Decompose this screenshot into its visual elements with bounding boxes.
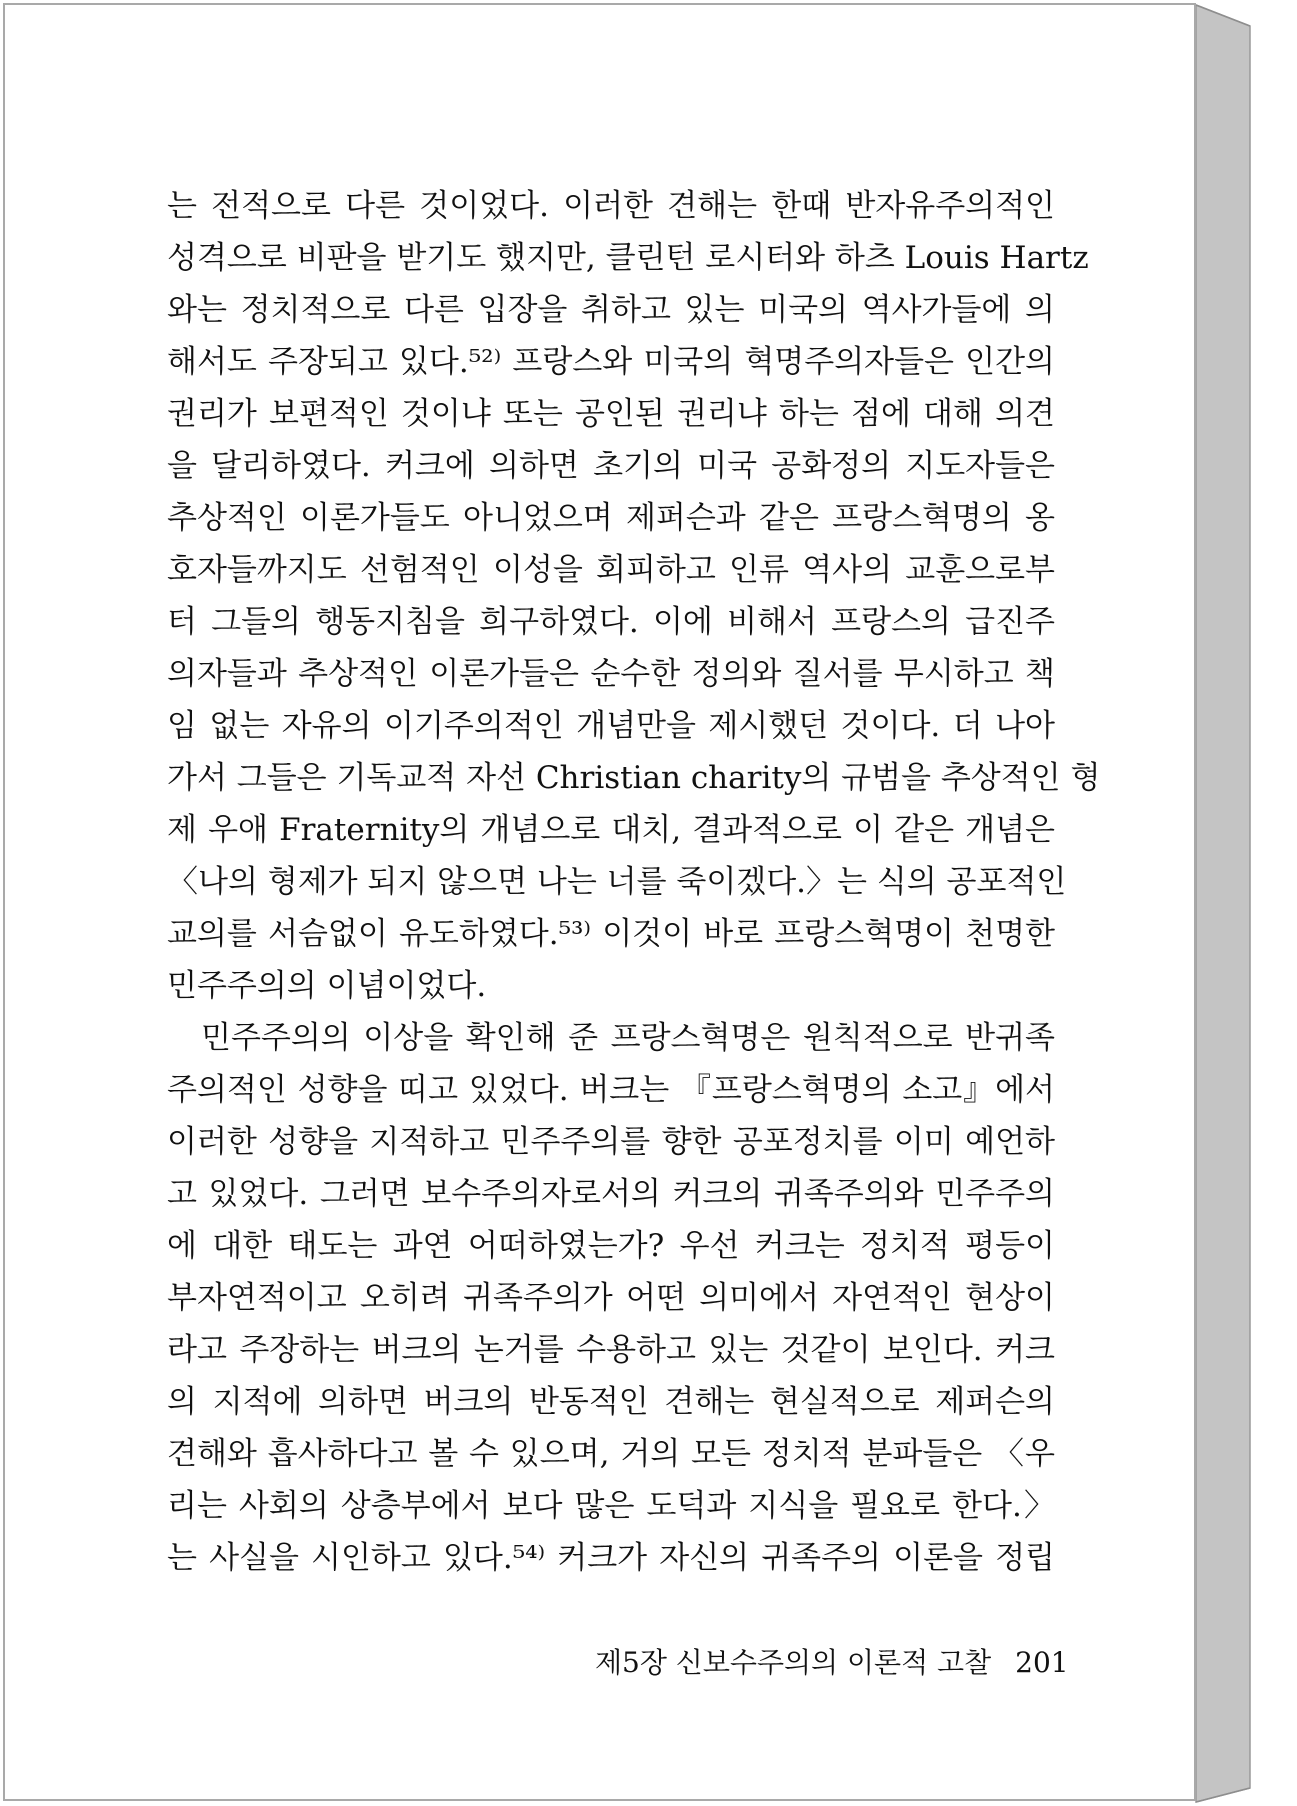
text-line: 의자들과 추상적인 이론가들은 순수한 정의와 질서를 무시하고 책 (167, 656, 1055, 692)
text-line: 부자연적이고 오히려 귀족주의가 어떤 의미에서 자연적인 현상이 (167, 1280, 1055, 1316)
text-line: 호자들까지도 선험적인 이성을 회피하고 인류 역사의 교훈으로부 (167, 552, 1055, 588)
text-line: 의 지적에 의하면 버크의 반동적인 견해는 현실적으로 제퍼슨의 (167, 1384, 1055, 1420)
text-line: 와는 정치적으로 다른 입장을 취하고 있는 미국의 역사가들에 의 (167, 292, 1055, 328)
text-line: 해서도 주장되고 있다.⁵²⁾ 프랑스와 미국의 혁명주의자들은 인간의 (167, 344, 1055, 380)
text-line: 견해와 흡사하다고 볼 수 있으며, 거의 모든 정치적 분파들은 〈우 (167, 1436, 1055, 1472)
text-line: 리는 사회의 상층부에서 보다 많은 도덕과 지식을 필요로 한다.〉 (167, 1488, 1055, 1524)
text-line: 주의적인 성향을 띠고 있었다. 버크는 『프랑스혁명의 소고』에서 (167, 1072, 1055, 1108)
text-line: 민주주의의 이념이었다. (167, 968, 487, 1004)
text-line: 을 달리하였다. 커크에 의하면 초기의 미국 공화정의 지도자들은 (167, 448, 1055, 484)
running-footer (595, 1641, 1069, 1681)
text-line: 민주주의의 이상을 확인해 준 프랑스혁명은 원칙적으로 반귀족 (201, 1020, 1055, 1056)
text-line: 는 전적으로 다른 것이었다. 이러한 견해는 한때 반자유주의적인 (167, 188, 1055, 224)
text-line: 권리가 보편적인 것이냐 또는 공인된 권리냐 하는 점에 대해 의견 (167, 396, 1055, 432)
text-line: 라고 주장하는 버크의 논거를 수용하고 있는 것같이 보인다. 커크 (167, 1332, 1055, 1368)
book-page (3, 3, 1196, 1801)
body-text (167, 180, 1101, 1584)
text-line: 추상적인 이론가들도 아니었으며 제퍼슨과 같은 프랑스혁명의 옹 (167, 500, 1055, 536)
text-line: 〈나의 형제가 되지 않으면 나는 너를 죽이겠다.〉는 식의 공포적인 (167, 864, 1067, 900)
text-line: 에 대한 태도는 과연 어떠하였는가? 우선 커크는 정치적 평등이 (167, 1228, 1055, 1264)
text-line: 이러한 성향을 지적하고 민주주의를 향한 공포정치를 이미 예언하 (167, 1124, 1055, 1160)
text-line: 는 사실을 시인하고 있다.⁵⁴⁾ 커크가 자신의 귀족주의 이론을 정립 (167, 1540, 1055, 1576)
text-line: 터 그들의 행동지침을 희구하였다. 이에 비해서 프랑스의 급진주 (167, 604, 1055, 640)
page-edge-shade (1196, 5, 1250, 1802)
text-line: 성격으로 비판을 받기도 했지만, 클린턴 로시터와 하츠 Louis Hartz (167, 240, 1089, 276)
text-line: 제 우애 Fraternity의 개념으로 대치, 결과적으로 이 같은 개념은 (167, 812, 1055, 848)
text-line: 교의를 서슴없이 유도하였다.⁵³⁾ 이것이 바로 프랑스혁명이 천명한 (167, 916, 1055, 952)
page-number: 201 (1015, 1646, 1069, 1679)
text-line: 가서 그들은 기독교적 자선 Christian charity의 규범을 추상적인 형 (167, 760, 1101, 796)
text-line: 고 있었다. 그러면 보수주의자로서의 커크의 귀족주의와 민주주의 (167, 1176, 1055, 1212)
text-line: 임 없는 자유의 이기주의적인 개념만을 제시했던 것이다. 더 나아 (167, 708, 1055, 744)
footer-chapter-title: 제5장 신보수주의의 이론적 고찰 (595, 1646, 992, 1679)
